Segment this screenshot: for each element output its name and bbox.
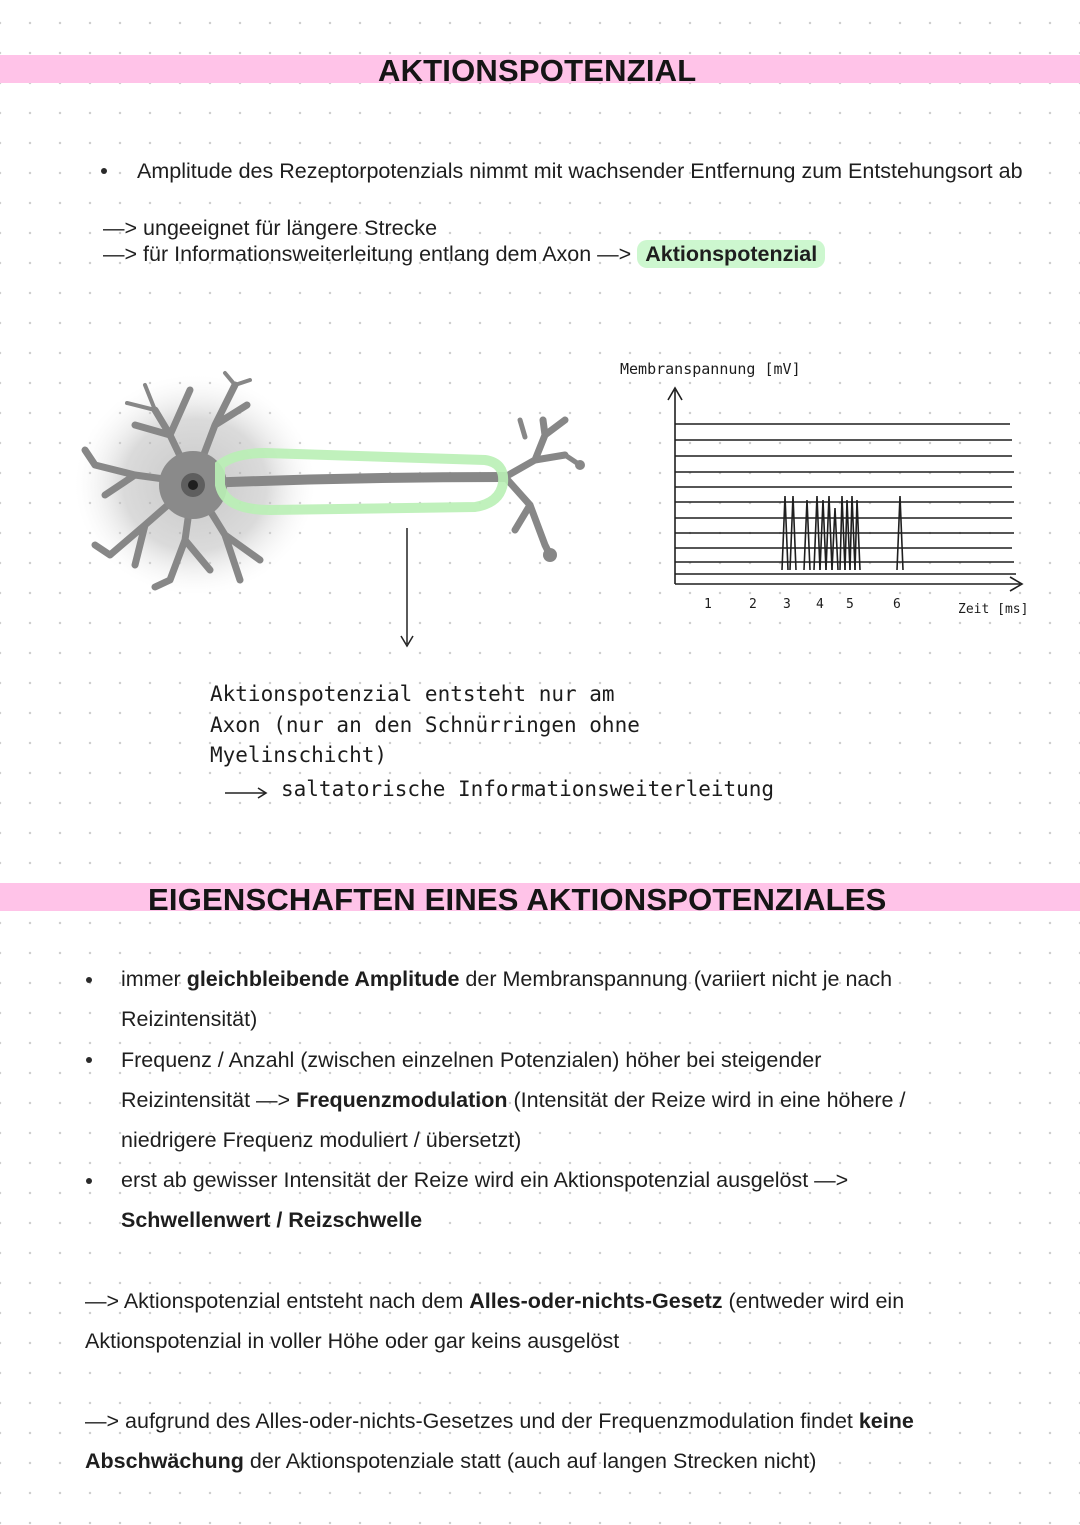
arrow-right-icon <box>225 786 270 800</box>
text: Reizintensität —> <box>121 1088 297 1112</box>
x-tick-2: 2 <box>749 597 757 612</box>
bullet-2-line-3: niedrigere Frequenz moduliert / übersetzt) <box>121 1128 522 1152</box>
neuron-illustration <box>75 365 595 605</box>
arrow-line-2-text: —> für Informationsweiterleitung entlang dem Axon —> <box>103 242 632 266</box>
bullet-dot <box>86 1057 92 1063</box>
graph-y-label: Membranspannung [mV] <box>620 360 801 378</box>
text: (Intensität der Reize wird in eine höhere / <box>507 1088 906 1112</box>
graph-x-label: Zeit [ms] <box>958 602 1029 617</box>
x-tick-3: 3 <box>783 597 791 612</box>
bullet-text: Amplitude des Rezeptorpotenzials nimmt mit wachsender Entfernung zum Entstehungsort ab <box>137 159 1023 183</box>
bullet-2-line-1: Frequenz / Anzahl (zwischen einzelnen Potenzialen) höher bei steigender <box>121 1048 822 1072</box>
highlight-aktionspotenzial: Aktionspotenzial <box>637 240 825 268</box>
text: —> Aktionspotenzial entsteht nach dem <box>85 1289 470 1313</box>
text: immer <box>121 967 187 991</box>
bold-text: Alles-oder-nichts-Gesetz <box>469 1289 723 1313</box>
arrow-line-2 <box>103 244 825 266</box>
text: der Aktionspotenziale statt (auch auf langen Strecken nicht) <box>243 1449 817 1473</box>
note-line-4: saltatorische Informationsweiterleitung <box>281 777 775 801</box>
x-tick-5: 5 <box>846 597 854 612</box>
note-line-1: Aktionspotenzial entsteht nur am <box>210 682 615 706</box>
text: der Membranspannung (variiert nicht je nach <box>459 967 893 991</box>
x-tick-6: 6 <box>893 597 901 612</box>
bold-text: Schwellenwert / Reizschwelle <box>121 1208 423 1232</box>
bullet-2-line-2 <box>121 1090 905 1112</box>
bullet-dot <box>86 977 92 983</box>
bold-text: Frequenzmodulation <box>296 1088 508 1112</box>
bullet-dot <box>101 168 107 174</box>
bullet-1-line-1 <box>121 969 892 991</box>
bullet-3-line-1: erst ab gewisser Intensität der Reize wird ein Aktionspotenzial ausgelöst —> <box>121 1168 849 1192</box>
bullet-3-line-2 <box>121 1210 422 1232</box>
section2-title: EIGENSCHAFTEN EINES AKTIONSPOTENZIALES <box>148 882 887 917</box>
x-tick-1: 1 <box>704 597 712 612</box>
page-title: AKTIONSPOTENZIAL <box>378 53 697 88</box>
note-line-3: Myelinschicht) <box>210 743 388 767</box>
bold-text: Abschwächung <box>85 1449 244 1473</box>
x-tick-4: 4 <box>816 597 824 612</box>
text: (entweder wird ein <box>722 1289 905 1313</box>
arrow-down-icon <box>397 528 417 653</box>
bold-text: gleichbleibende Amplitude <box>186 967 460 991</box>
bullet-dot <box>86 1178 92 1184</box>
paragraph-1-line-2: Aktionspotenzial in voller Höhe oder gar keins ausgelöst <box>85 1329 620 1353</box>
membrane-graph <box>660 388 1030 608</box>
arrow-line-1: —> ungeeignet für längere Strecke <box>103 216 438 240</box>
note-line-2: Axon (nur an den Schnürringen ohne <box>210 713 640 737</box>
paragraph-2-line-1 <box>85 1411 914 1433</box>
bullet-1-line-2: Reizintensität) <box>121 1007 258 1031</box>
text: —> aufgrund des Alles-oder-nichts-Gesetzes und der Frequenzmodulation findet <box>85 1409 859 1433</box>
paragraph-2-line-2 <box>85 1451 816 1473</box>
bold-text: keine <box>858 1409 914 1433</box>
paragraph-1-line-1 <box>85 1291 904 1313</box>
